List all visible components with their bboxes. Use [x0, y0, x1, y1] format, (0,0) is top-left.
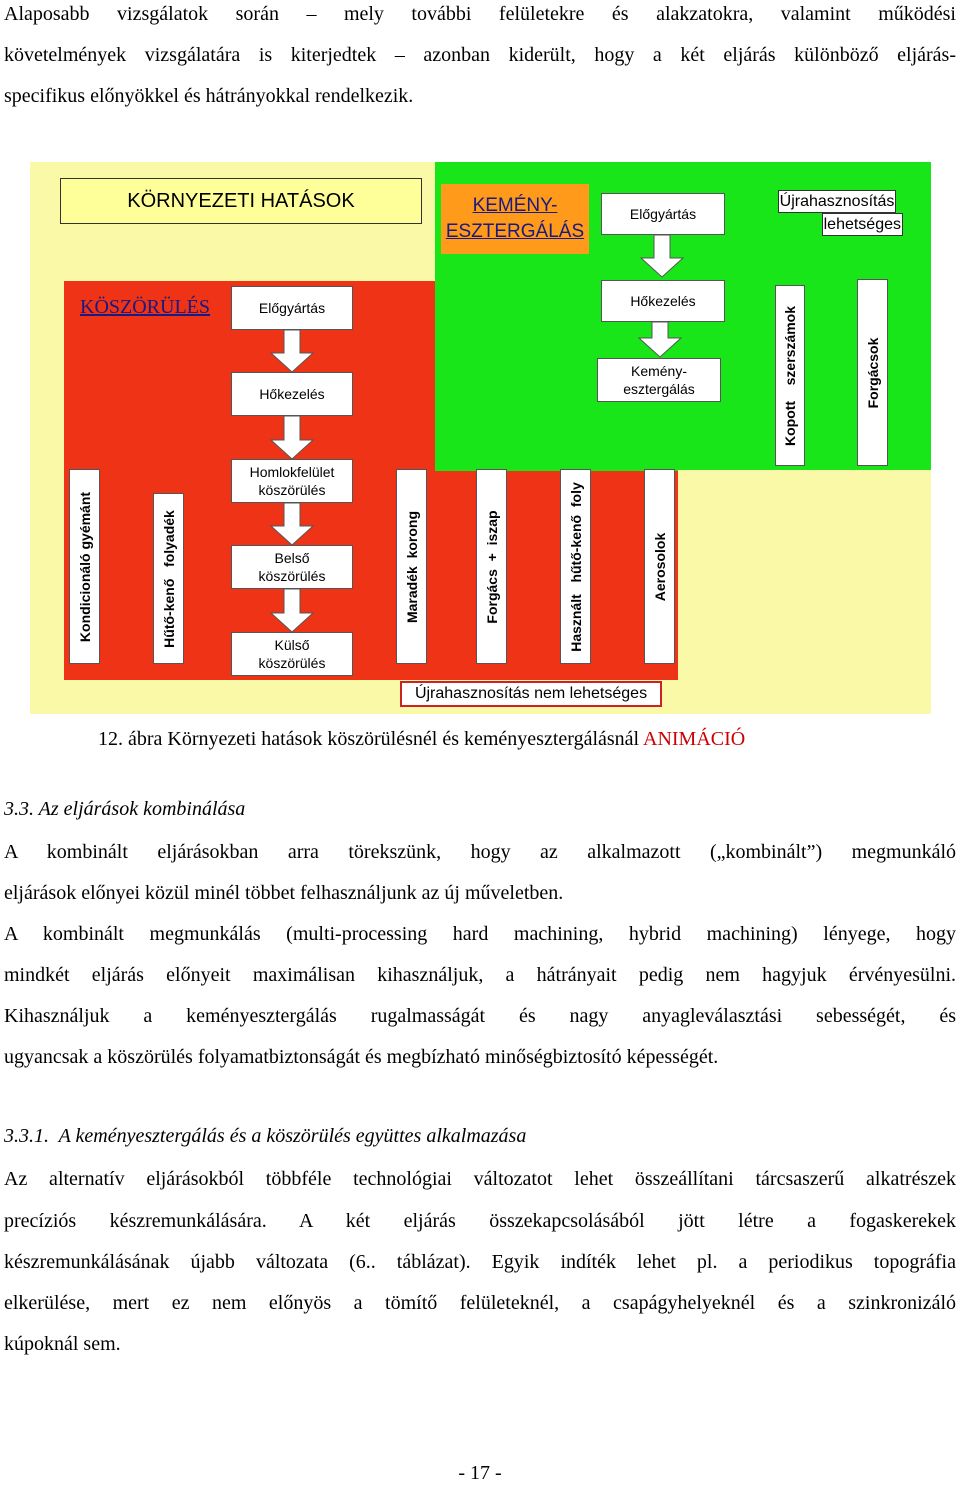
dressing-diamond-label: Kondicionáló gyémánt	[76, 491, 93, 642]
hard-turning-step-pre: Előgyártás	[601, 193, 725, 235]
arrow-hard-heat-turning	[639, 322, 681, 357]
figure-caption	[98, 728, 745, 751]
s333-line-5: Kihasználjuk a keményesztergálás rugalmasságát és nagy anyagleválasztási sebességét, és	[4, 1005, 956, 1027]
arrow-grinding-face-inner	[271, 503, 313, 545]
chips-label: Forgácsok	[864, 337, 881, 408]
dressing-diamond-box	[69, 469, 100, 664]
s3331-line-5: kúpoknál sem.	[4, 1333, 121, 1355]
hard-turning-title-line-2: ESZTERGÁLÁS	[445, 221, 585, 242]
s333-line-4: mindkét eljárás előnyeit maximálisan kihasználjuk, a hátrányait pedig nem hagyjuk érvényesülni.	[4, 964, 956, 986]
reuse-possible-line-1: Újrahasznosítás	[778, 190, 897, 213]
hard-turning-step-turning-line-1: Kemény-	[630, 363, 688, 379]
grinding-step-pre: Előgyártás	[231, 286, 353, 330]
intro-line-1: Alaposabb vizsgálatok során – mely további felületekre és alakzatokra, valamint működési	[4, 3, 956, 25]
section-heading-3-3-1: 3.3.1. A keményesztergálás és a köszörülés együttes alkalmazása	[4, 1125, 527, 1147]
section-heading-3-3	[4, 798, 245, 821]
arrow-hard-pre-heat	[641, 235, 683, 277]
s333-line-1: A kombinált eljárásokban arra törekszünk, hogy az alkalmazott („kombinált”) megmunkáló	[4, 841, 956, 863]
hard-turning-step-turning-line-2: esztergálás	[623, 381, 695, 397]
grinding-title: KÖSZÖRÜLÉS	[80, 296, 211, 318]
figure-caption-text: 12. ábra Környezeti hatások köszörülésnél és keményesztergálásnál	[98, 728, 643, 750]
hard-turning-step-heat: Hőkezelés	[601, 280, 725, 322]
grinding-step-face-line-2: köszörülés	[258, 482, 326, 498]
coolant-label: Hűtő-kenő folyadék	[160, 509, 177, 648]
hard-turning-title-line-1: KEMÉNY-	[472, 195, 558, 216]
reuse-not-possible-label: Újrahasznosítás nem lehetséges	[400, 681, 662, 707]
chips-sludge-box	[476, 469, 507, 664]
intro-line-3: specifikus előnyökkel és hátrányokkal rendelkezik.	[4, 85, 414, 107]
aerosols-box	[644, 469, 675, 664]
intro-line-2: követelmények vizsgálatára is kiterjedtek – azonban kiderült, hogy a két eljárás különböző eljárás-	[4, 44, 956, 66]
coolant-box	[153, 493, 184, 664]
grinding-step-inner-line-1: Belső	[274, 550, 310, 566]
environmental-impact-diagram	[0, 0, 960, 720]
animation-link[interactable]: ANIMÁCIÓ	[643, 728, 746, 750]
worn-tools-label: Kopott szerszámok	[782, 305, 798, 446]
leftover-wheel-box	[396, 469, 427, 664]
used-coolant-box	[560, 469, 591, 664]
s3331-line-1: Az alternatív eljárásokból többféle technológiai változatot lehet összeállítani tárcsaszerű alkatrészek	[4, 1168, 956, 1190]
s333-line-2: eljárások előnyei közül minél többet felhasználjunk az új műveletben.	[4, 882, 564, 904]
section-heading-3-3-text: 3.3. Az eljárások kombinálása	[4, 798, 246, 820]
grinding-step-outer-line-1: Külső	[274, 637, 310, 653]
page-number: - 17 -	[458, 1462, 502, 1484]
arrow-grinding-pre-heat	[271, 330, 313, 372]
aerosols-label: Aerosolok	[651, 532, 668, 601]
reuse-possible-line-2: lehetséges	[822, 213, 903, 236]
used-coolant-label: Használt hűtő-kenő foly	[567, 481, 584, 652]
s3331-line-3: készremunkálásának újabb változata (6.. táblázat). Egyik indíték lehet pl. a periodikus topográfia	[4, 1251, 956, 1273]
grinding-step-inner-line-2: köszörülés	[258, 568, 326, 584]
s333-line-6: ugyancsak a köszörülés folyamatbiztonságát és megbízható minőségbiztosító képességét.	[4, 1046, 719, 1068]
s3331-line-4: elkerülése, mert ez nem előnyös a tömítő felületeknél, a csapágyhelyeknél és a szinkronizáló	[4, 1292, 956, 1314]
leftover-wheel-label: Maradék korong	[403, 510, 420, 623]
arrow-grinding-heat-face	[271, 416, 313, 459]
s3331-line-2: precíziós készremunkálására. A két eljárás összekapcsolásából jött létre a fogaskerekek	[4, 1210, 956, 1232]
arrow-grinding-inner-outer	[271, 589, 313, 632]
grinding-step-face-line-1: Homlokfelület	[249, 464, 335, 480]
chips-sludge-label: Forgács + iszap	[483, 509, 500, 624]
s333-line-3: A kombinált megmunkálás (multi-processing hard machining, hybrid machining) lényege, hogy	[4, 923, 956, 945]
grinding-step-outer-line-2: köszörülés	[258, 655, 326, 671]
diagram-title: KÖRNYEZETI HATÁSOK	[60, 178, 422, 224]
grinding-step-heat: Hőkezelés	[231, 372, 353, 416]
